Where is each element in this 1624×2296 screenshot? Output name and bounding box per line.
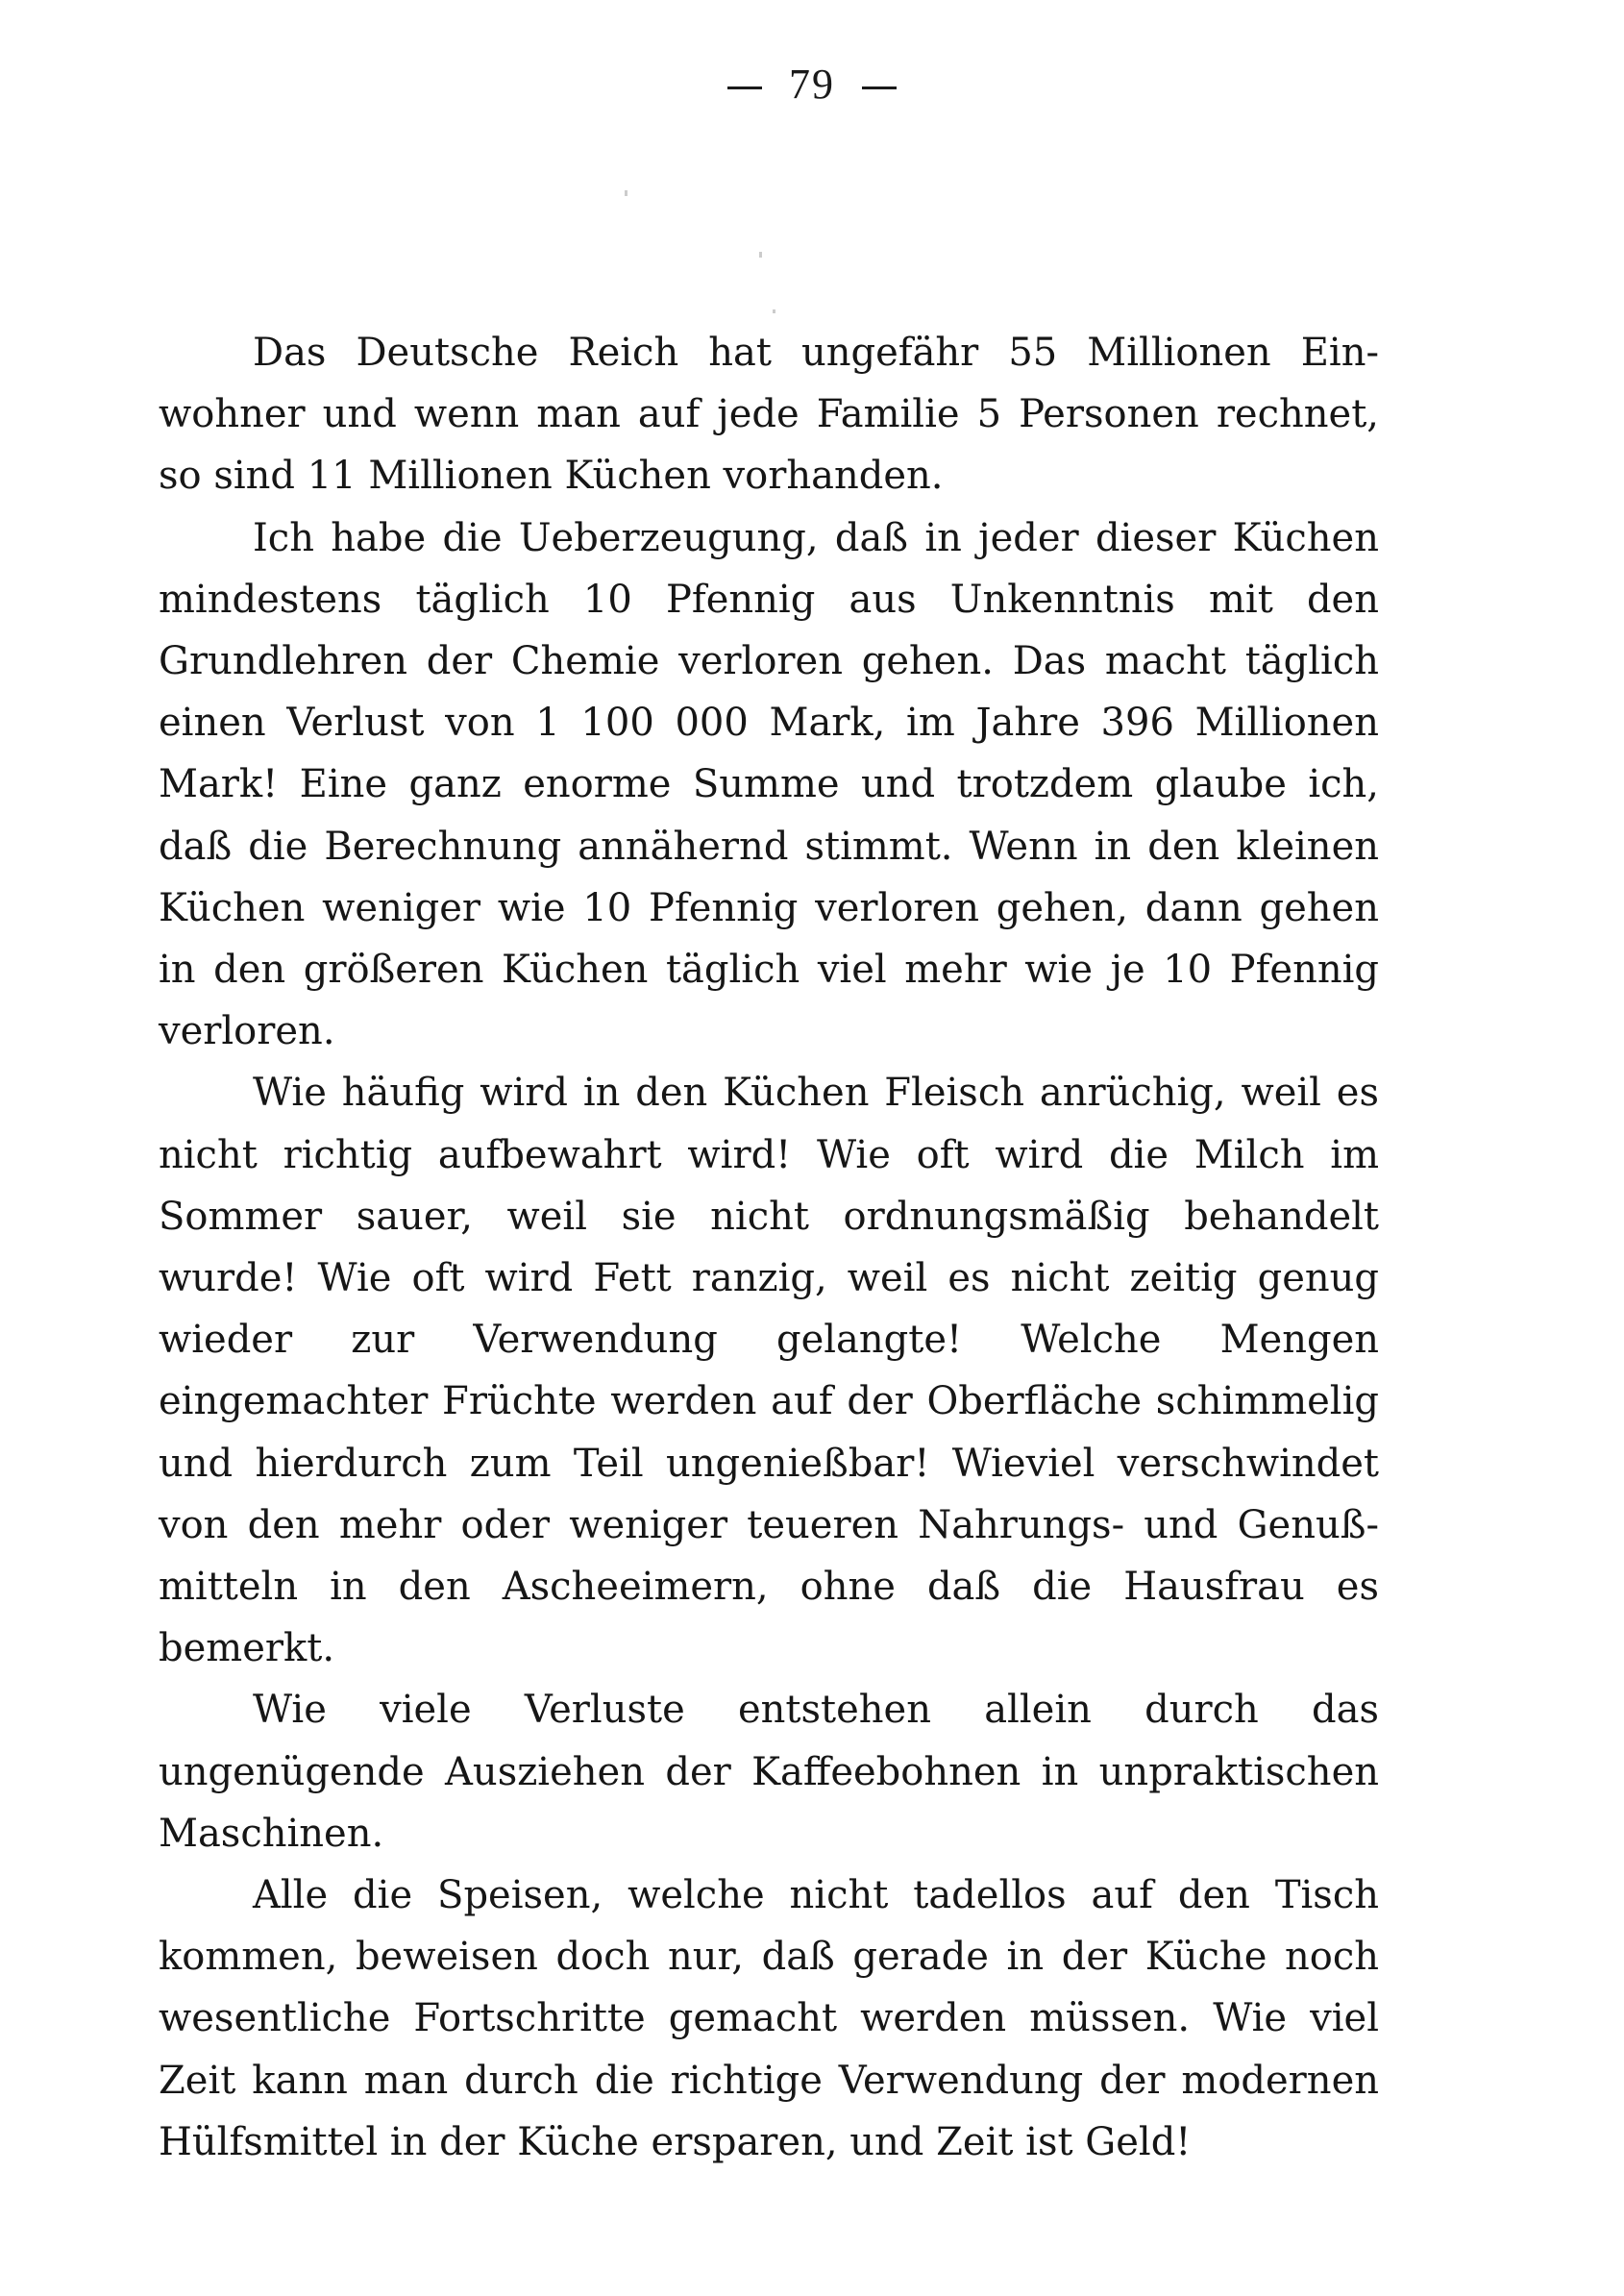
paper-speck	[759, 252, 762, 258]
right-dash	[862, 86, 897, 89]
paragraph: Wie viele Verluste entstehen allein durch das ungenügende Ausziehen der Kaffeebohnen in unpraktischen Maschinen.	[159, 1688, 1379, 1856]
paragraph: Ich habe die Ueberzeugung, daß in jeder dieser Küchen mindestens täglich 10 Pfennig aus Unkenntnis mit den Grundlehren der Chemie verloren gehen. Das macht täglich einen Verlust von 1 100 000 Mark, im Jahre 396 Millionen Mark! Eine ganz enorme Summe und trotzdem glaube ich, daß die Berechnung annähernd stimmt. Wenn in den kleinen Küchen weniger wie 10 Pfennig verloren gehen, dann gehen in den größeren Küchen täglich viel mehr wie je 10 Pfennig verloren.	[159, 515, 1379, 1054]
page-number-value: 79	[789, 61, 835, 108]
paragraph: Alle die Speisen, welche nicht tadellos auf den Tisch kommen, beweisen doch nur, daß gerade in der Küche noch wesentliche Fortschritte gemacht werden müssen. Wie viel Zeit kann man durch die richtige Verwendung der modernen Hülfsmittel in der Küche ersparen, und Zeit ist Geld!	[159, 1873, 1379, 2164]
left-dash	[727, 86, 762, 89]
paper-speck	[773, 309, 775, 313]
page-number	[0, 60, 1624, 109]
paragraph: Wie häufig wird in den Küchen Fleisch anrüchig, weil es nicht richtig aufbewahrt wird! Wie oft wird die Milch im Sommer sauer, weil sie nicht ordnungsmäßig behandelt wurde! Wie oft wird Fett ranzig, weil es nicht zeitig genug wieder zur Verwendung gelangte! Welche Mengen eingemachter Früchte werden auf der Oberfläche schimmelig und hierdurch zum Teil ungenießbar! Wieviel verschwindet von den mehr oder weniger teueren Nahrungs- und Genußmitteln in den Ascheeimern, ohne daß die Hausfrau es bemerkt.	[159, 1071, 1379, 1671]
text-body	[159, 322, 1379, 2173]
paragraph: Das Deutsche Reich hat ungefähr 55 Millionen Einwohner und wenn man auf jede Familie 5 Personen rechnet, so sind 11 Millionen Küchen vorhanden.	[159, 331, 1379, 499]
paper-speck	[625, 190, 627, 196]
